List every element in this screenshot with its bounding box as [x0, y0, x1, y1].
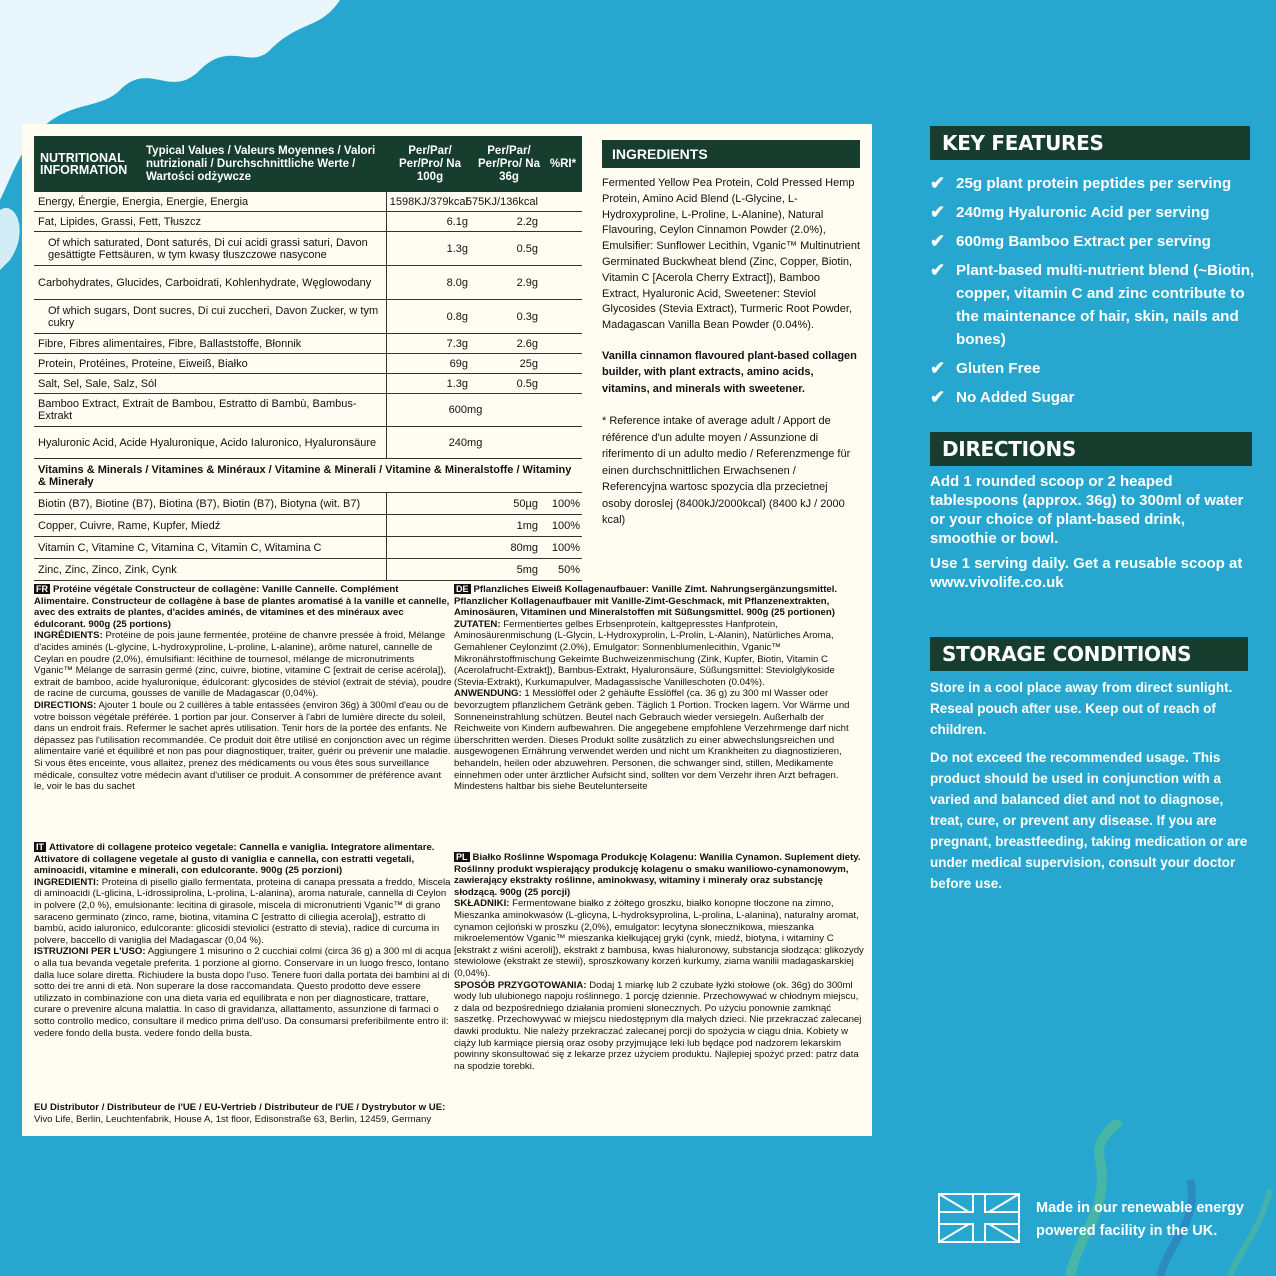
- value-per-100g: 8.0g: [386, 266, 474, 299]
- list-item: [930, 357, 1270, 380]
- value-per-36g: 80mg: [510, 541, 538, 554]
- uk-flag-icon: [938, 1193, 1020, 1243]
- list-item: [930, 259, 1270, 351]
- value-per-36g: 0.5g: [516, 242, 538, 255]
- table-row: [34, 192, 582, 212]
- value-per-36g: 2.9g: [516, 276, 538, 289]
- ri-header: %RI*: [549, 158, 577, 170]
- bamboo-label: Bamboo Extract, Extrait de Bambou, Estratto di Bambù, Bambus-Extrakt: [38, 398, 357, 422]
- lang-tag-fr: FR: [36, 584, 48, 594]
- nutrient-label: Fat, Lipides, Grassi, Fett, Tłuszcz: [38, 215, 202, 228]
- label-panel: [22, 124, 872, 1136]
- check-icon: ✔: [930, 202, 946, 222]
- value-per-36g: 5mg: [516, 563, 538, 576]
- value-per-36g: 2.6g: [516, 337, 538, 350]
- list-item: [930, 386, 1270, 409]
- vitamin-label: Zinc, Zinc, Zinco, Zink, Cynk: [38, 563, 177, 576]
- value-per-36g: 2.2g: [516, 215, 538, 228]
- hyaluronic-value: 240mg: [386, 427, 544, 458]
- feature-text: 25g plant protein peptides per serving: [956, 175, 1232, 192]
- pl-dir: Dodaj 1 miarkę lub 2 czubate łyżki stołowe (ok. 36g) do 300ml wody lub ulubionego napoju roślinnego. 1 porcję dziennie. Przechowywać w chłodnym miejscu, z dala od bezpośredniego działania promieni słonecznych. Po użyciu ponownie zamknąć saszetkę. Przechowywać w miejscu niedostępnym dla małych dzieci. Nie przekraczać zalecanej dawki produktu. Nie należy przekraczać zalecanej porcji do spożycia w ciągu dnia. Kobiety w ciąży lub karmiące piersią oraz osoby przyjmujące leki lub będące pod nadzorem lekarskim powinny skonsultować się z lekarze przez użyciem produktu. Najlepiej spożyć przed: patrz data na spodzie torebki.: [454, 979, 862, 1072]
- value-ri: 100%: [551, 497, 580, 510]
- table-row: [34, 374, 582, 394]
- value-per-100g: [386, 559, 474, 580]
- storage-p2: Do not exceed the recommended usage. This product should be used in conjunction with a varied and balanced diet and not to diagnose, treat, cure, or prevent any disease. If you are pregnant, breastfeeding, taking medication or are under medical supervision, consult your doctor before use.: [930, 750, 1248, 891]
- value-per-100g: [386, 537, 474, 558]
- nutrient-label: Salt, Sel, Sale, Salz, Sól: [38, 377, 157, 390]
- italian-block: [34, 842, 452, 1039]
- per-100g-header: Per/Par/ Per/Pro/ Na 100g: [399, 144, 461, 183]
- pl-dir-label: SPOSÓB PRZYGOTOWANIA:: [454, 979, 587, 991]
- it-dir: Aggiungere 1 misurino o 2 cucchiai colmi (circa 36 g) a 300 ml di acqua o alla tua bevanda vegetale preferita. 1 porzione al giorno. Conservare in un luogo fresco, lontano dalla luce solare diretta. Richiudere la busta dopo l'uso. Tenere fuori dalla portata dei bambini al di sotto dei tre anni di età. Non superare la dose raccomandata. Questo prodotto deve essere utilizzato in combinazione con una dieta varia ed equilibrata e non per diagnosticare, trattare, curare o prevenire alcuna malattia. In caso di gravidanza, allattamento, assunzione di farmaci o sotto controllo medico, consultare il medico prima dell'uso. Da consumarsi preferibilmente entro il: vedere fondo della busta. vedere fondo della busta.: [34, 946, 452, 1039]
- it-ingr-label: INGREDIENTI:: [34, 876, 100, 888]
- value-ri: 100%: [551, 519, 580, 532]
- directions-p2: Use 1 serving daily. Get a reusable scoop at www.vivolife.co.uk: [930, 555, 1243, 591]
- fr-intro: Protéine végétale Constructeur de collagène: Vanille Cannelle. Complément Alimentaire. Constructeur de collagène à base de plantes aromatisé à la vanille et cannelle, avec des extraits de plantes, d'acides aminés, de vitamines et des minéraux avec édulcorant. 900g (25 portions): [34, 584, 450, 630]
- table-row: [34, 232, 582, 266]
- distributor-label: EU Distributor / Distributeur de l'UE / EU-Vertrieb / Distributeur de l'UE / Dystrybutor w UE:: [34, 1102, 446, 1113]
- nutrition-title: NUTRITIONAL INFORMATION: [40, 151, 128, 177]
- nutrition-table-header: [34, 136, 582, 192]
- table-row: [34, 515, 582, 537]
- per-36g-header: Per/Par/ Per/Pro/ Na 36g: [478, 144, 540, 183]
- nutrient-label: Fibre, Fibres alimentaires, Fibre, Ballaststoffe, Błonnik: [38, 337, 302, 350]
- value-per-36g: 1mg: [516, 519, 538, 532]
- check-icon: ✔: [930, 173, 946, 193]
- feature-text: Plant-based multi-nutrient blend (~Biotin, copper, vitamin C and zinc contribute to the maintenance of hair, skin, nails and bones): [956, 262, 1255, 348]
- vitamin-label: Copper, Cuivre, Rame, Kupfer, Miedź: [38, 519, 221, 532]
- nutrient-label: Carbohydrates, Glucides, Carboidrati, Kohlenhydrate, Węglowodany: [38, 276, 372, 289]
- german-block: [454, 584, 864, 793]
- de-dir-label: ANWENDUNG:: [454, 688, 522, 700]
- feature-text: 600mg Bamboo Extract per serving: [956, 233, 1211, 250]
- value-per-100g: 6.1g: [386, 212, 474, 231]
- value-per-100g: 1598KJ/379kcal: [386, 192, 474, 211]
- table-row: [34, 354, 582, 374]
- ingredients-heading: INGREDIENTS: [602, 140, 860, 168]
- fr-ingr-label: INGRÉDIENTS:: [34, 630, 103, 642]
- de-ingr-label: ZUTATEN:: [454, 618, 501, 630]
- table-row: [34, 266, 582, 300]
- table-row: [34, 459, 582, 493]
- directions-p1: Add 1 rounded scoop or 2 heaped tablespoons (approx. 36g) to 300ml of water or your choice of plant-based drink, smoothie or bowl.: [930, 473, 1244, 547]
- nutrient-label: Protein, Protéines, Proteine, Eiweiß, Białko: [38, 357, 248, 370]
- polish-block: [454, 852, 864, 1072]
- value-per-100g: [386, 515, 474, 536]
- hyaluronic-label: Hyaluronic Acid, Acide Hyaluronique, Acido Ialuronico, Hyaluronsäure: [38, 436, 377, 449]
- fr-dir: Ajouter 1 boule ou 2 cuillères à table entassées (environ 36g) à 300ml d'eau ou de votre boisson végétale préférée. 1 portion par jour. Conserver à l'abri de lumière directe du soleil, dans un endroit frais. Refermer le sachet après utilisation. Tenir hors de la portée des enfants. Ne dépassez pas l'utilisation recommandée. Ce produit doit être utilisé en conjonction avec un régime alimentaire varié et équilibré et non pas pour diagnostiquer, traiter, guérir ou prévenir une maladie. Si vous êtes enceinte, vous allaitez, prenez des médicaments ou vous êtes sous surveillance médicale, consultez votre médecin avant d'utiliser ce produit. A consommer de préférence avant le, voir le bas du sachet: [34, 699, 451, 793]
- value-per-100g: 69g: [386, 354, 474, 373]
- storage-text: [930, 677, 1260, 901]
- list-item: [930, 201, 1270, 224]
- value-per-36g: 25g: [519, 357, 538, 370]
- it-ingr: Proteina di pisello giallo fermentata, proteina di canapa pressata a freddo, Miscela di aminoacidi (L-glicina, L-idrossiprolina, L-prolina, L-alanina), aroma naturale, cannella di Ceylon in polvere (2,0 %), emulsionante: lecitina di girasole, miscela di micronutrienti Vganic™ di grano saraceno germinato (zinco, rame, biotina, vitamina C [estratto di ciliegia acerola]), estratto di bambù, acido ialuronico, edulcorante: glicosidi steviolici (estratto di stevia), radice di curcuma in polvere, baccello di vaniglia del Madagascar (0,04 %).: [34, 876, 451, 946]
- check-icon: ✔: [930, 260, 946, 280]
- de-dir: 1 Messlöffel oder 2 gehäufte Esslöffel (ca. 36 g) zu 300 ml Wasser oder bevorzugtem pflanzlichem Getränk geben. Täglich 1 Portion. Trocken lagern. Vor Wärme und Sonneneinstrahlung schützen. Beutel nach Gebrauch wieder versiegeln. Außerhalb der Reichweite von Kindern aufbewahren. Die angegebene empfohlene Verzehrmenge darf nicht überschritten werden. Dieses Produkt sollte zusätzlich zu einer abwechslungsreichen und ausgewogenen Ernährung verwendet werden und nicht um Krankheiten zu diagnostizieren, behandeln, heilen oder abzuwehren. Personen, die schwanger sind, stillen, Medikamente einnehmen oder unter ärztlicher Aufsicht sind, sollten vor dem Verzehr ihren Arzt befragen. Mindestens haltbar bis siehe Beutelunterseite: [454, 688, 850, 793]
- nutrient-label: Of which sugars, Dont sucres, Di cui zuccheri, Davon Zucker, w tym cukry: [48, 304, 379, 329]
- de-intro: Pflanzliches Eiweiß Kollagenaufbauer: Vanille Zimt. Nahrungsergänzungsmittel. Pflanzlicher Kollagenaufbauer mit Vanille-Zimt-Geschmack, mit Pflanzenextrakten, Aminosäuren, Vitaminen und Mineralstoffen mit Süßungsmittel. 900g (25 portionen): [454, 584, 838, 619]
- key-features-heading: KEY FEATURES: [930, 126, 1250, 160]
- vitamin-rows: [34, 493, 582, 581]
- vitamin-label: Vitamin C, Vitamine C, Vitamina C, Vitamin C, Witamina C: [38, 541, 322, 554]
- value-per-100g: 0.8g: [386, 300, 474, 333]
- nutrient-label: Energy, Énergie, Energia, Energie, Energia: [38, 195, 249, 208]
- value-ri: 100%: [551, 541, 580, 554]
- value-per-36g: 0.5g: [516, 377, 538, 390]
- nutrition-table: [34, 136, 582, 581]
- storage-heading: STORAGE CONDITIONS: [930, 637, 1248, 671]
- french-block: [34, 584, 452, 793]
- table-row: [34, 212, 582, 232]
- product-description: Vanilla cinnamon flavoured plant-based collagen builder, with plant extracts, amino acids, vitamins, and minerals with sweetener.: [602, 349, 857, 395]
- pl-ingr: Fermentowane białko z żółtego groszku, białko konopne tłoczone na zimno, Mieszanka aminokwasów (L-glicyna, L-hydroksyprolina, L-prolina, L-alanina), naturalny aromat, cynamon cejloński w proszku (2,0%), emulgator: lecytyna słonecznikowa, mieszanka mikroelementów Vganic™ mieszanka kiełkującej gryki (cynk, miedź, biotyna, i witaminy C [ekstrakt z wiśni aceroli]), ekstrakt z bambusa, kwas hialuronowy, substancja słodząca: glikozydy stewiolowe (ekstrakt ze stewii), sproszkowany korzeń kurkumy, ziarna wanilii madagaskarskiej (0,04%).: [454, 898, 864, 979]
- pl-intro: Białko Roślinne Wspomaga Produkcję Kolagenu: Wanilia Cynamon. Suplement diety. Roślinny produkt wspierający produkcję kolagenu o smaku waniliowo-cynamonowym, zawierający ekstrakty roślinne, aminokwasy, witaminy i minerały oraz substancję słodzącą. 900g (25 porcji): [454, 852, 861, 898]
- directions-heading: DIRECTIONS: [930, 432, 1252, 466]
- vitamin-label: Biotin (B7), Biotine (B7), Biotina (B7), Biotin (B7), Biotyna (wit. B7): [38, 497, 361, 510]
- directions-text: [930, 472, 1250, 598]
- value-per-100g: 7.3g: [386, 334, 474, 353]
- feature-text: 240mg Hyaluronic Acid per serving: [956, 204, 1210, 221]
- nutrition-rows: [34, 192, 582, 394]
- nutrient-label: Of which saturated, Dont saturés, Di cui acidi grassi saturi, Davon gesättigte Fettsäuren, w tym kwasy tłuszczowe nasycone: [48, 236, 368, 261]
- table-row: [34, 300, 582, 334]
- lang-tag-de: DE: [456, 584, 469, 594]
- pl-ingr-label: SKŁADNIKI:: [454, 898, 510, 910]
- bamboo-value: 600mg: [386, 394, 544, 426]
- value-per-100g: [386, 493, 474, 514]
- list-item: [930, 230, 1270, 253]
- feature-text: Gluten Free: [956, 360, 1041, 377]
- lang-tag-pl: PL: [456, 852, 468, 862]
- storage-p1: Store in a cool place away from direct sunlight. Reseal pouch after use. Keep out of reach of children.: [930, 680, 1233, 737]
- check-icon: ✔: [930, 231, 946, 251]
- value-per-36g: 50µg: [513, 497, 538, 510]
- value-per-100g: 1.3g: [386, 232, 474, 265]
- check-icon: ✔: [930, 387, 946, 407]
- value-ri: 50%: [557, 563, 580, 576]
- table-row: [34, 427, 582, 459]
- table-row: [34, 559, 582, 581]
- it-intro: Attivatore di collagene proteico vegetale: Cannella e vaniglia. Integratore alimentare. Attivatore di collagene vegetale al gusto di vaniglia e cannella, con estratti vegetali, aminoacidi, vitamine e minerali, con edulcorante. 900g (25 porzioni): [34, 842, 435, 877]
- fr-ingr: Protéine de pois jaune fermentée, protéine de chanvre pressée à froid, Mélange d'acides aminés (L-glycine, L-hydroxyproline, L-proline, L-alanine), arôme naturel, cannelle de Ceylan en poudre (2,0%), émulsifiant: lécithine de tournesol, mélange de micronutriments Vganic™ Mélange de sarrasin germé (zinc, cuivre, biotine, vitamine C [extrait de cerise acérola]), extrait de bamboo, acide hyaluronique, édulcorant: glycosides de stéviol (extrait de stévia), poudre de racine de curcuma, gousses de vanille de Madagascar (0,04%).: [34, 630, 452, 700]
- ingredients-section: [602, 140, 860, 529]
- table-row: [34, 493, 582, 515]
- reference-intake-note: * Reference intake of average adult / Apport de référence d'un adulte moyen / Assunzione di riferimento di un adulto medio / Referenzmenge für einen durchschnittlichen Erwachsenen / Referencyjna wartosc spozycia dla przecietnej osoby doroslej (8400kJ/2000kcal) (8400 kJ / 2000 kcal): [602, 415, 851, 527]
- de-ingr: Fermentiertes gelbes Erbsenprotein, kaltgepresstes Hanfprotein, Aminosäurenmischung (L-Glycin, L-Hydroxyprolin, L-Prolin, L-Alanin), Natürliches Aroma, Gemahlener Ceylonzimt (2.0%), Emulgator: Sonnenblumenlecithin, Vganic™ Mikronährstoffmischung Gekeimte Buchweizenmischung (Zink, Kupfer, Biotin, Vitamin C (Acerolafrucht-Extrakt]), Bambus-Extrakt, Hyaluronsäure, Süßungsmittel: Steviolglykoside (Stevia-Extrakt), Kurkumapulver, Madagassische Vanilleschoten (0.04%).: [454, 618, 835, 688]
- eu-distributor: [34, 1102, 484, 1125]
- it-dir-label: ISTRUZIONI PER L'USO:: [34, 946, 146, 958]
- key-features-list: [930, 172, 1270, 415]
- distributor-address: Vivo Life, Berlin, Leuchtenfabrik, House A, 1st floor, Edisonstraße 63, Berlin, 12459, Germany: [34, 1113, 432, 1125]
- typical-values-header: Typical Values / Valeurs Moyennes / Valori nutrizionali / Durchschnittliche Werte / Wartości odżywcze: [146, 144, 376, 183]
- check-icon: ✔: [930, 358, 946, 378]
- table-row: [34, 537, 582, 559]
- value-per-100g: 1.3g: [386, 374, 474, 393]
- value-per-36g: 0.3g: [516, 310, 538, 323]
- table-row: [34, 394, 582, 427]
- vitamins-heading: Vitamins & Minerals / Vitamines & Minéraux / Vitamine & Minerali / Vitamine & Mineralstoffe / Witaminy & Minerały: [38, 463, 572, 488]
- ingredients-text: Fermented Yellow Pea Protein, Cold Pressed Hemp Protein, Amino Acid Blend (L-Glycine, L-Hydroxyproline, L-Proline, L-Alanine), Natural Flavouring, Ceylon Cinnamon Powder (2.0%), Emulsifier: Sunflower Lecithin, Vganic™ Multinutrient Germinated Buckwheat blend (Zinc, Copper, Biotin, Vitamin C [Acerola Cherry Extract]), Bamboo Extract, Hyaluronic Acid, Sweetener: Steviol Glycosides (Stevia Extract), Turmeric Root Powder, Madagascan Vanilla Bean Powder (0.04%).: [602, 177, 861, 332]
- made-in-uk-text: Made in our renewable energy powered facility in the UK.: [1036, 1200, 1244, 1239]
- fr-dir-label: DIRECTIONS:: [34, 699, 97, 711]
- value-per-36g: 575KJ/136kcal: [465, 195, 538, 208]
- list-item: [930, 172, 1270, 195]
- feature-text: No Added Sugar: [956, 389, 1075, 406]
- table-row: [34, 334, 582, 354]
- lang-tag-it: IT: [36, 842, 44, 852]
